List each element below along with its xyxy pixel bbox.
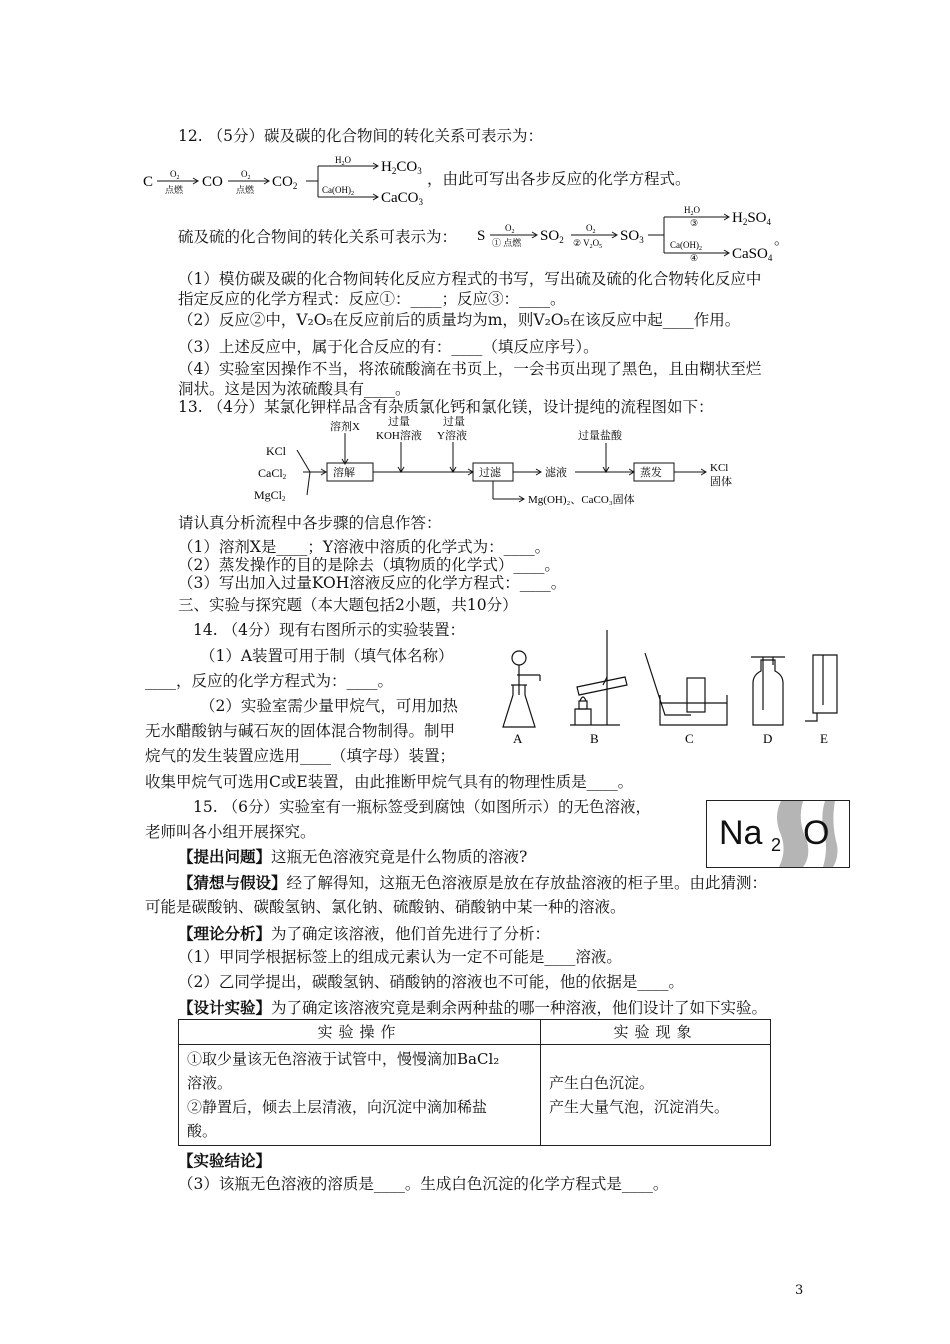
carbon-co: CO xyxy=(202,174,223,190)
question-tag: 【提出问题】 xyxy=(178,847,272,866)
sulfur-so3: $SO_3$ xyxy=(620,228,644,245)
conclusion-tag: 【实验结论】 xyxy=(178,1151,272,1170)
hypothesis-tag: 【猜想与假设】 xyxy=(178,873,287,892)
carbon-co2: $CO_2$ xyxy=(272,174,298,191)
q12-p1-line2: 指定反应的化学方程式：反应①：____；反应③：____。 xyxy=(178,290,566,308)
apparatus-a xyxy=(503,651,540,727)
header-operation: 实验操作 xyxy=(179,1020,541,1045)
q12-p4-line1: （4）实验室因操作不当，将浓硫酸滴在书页上，一会书页出现了黑色，且由糊状至烂 xyxy=(178,360,762,378)
corroded-label-figure xyxy=(706,800,850,868)
theory-text: 为了确定该溶液，他们首先进行了分析： xyxy=(271,925,551,943)
s-o2-2: $O_2$ xyxy=(586,223,596,235)
q15-intro-line1: 15. （6分）实验室有一瓶标签受到腐蚀（如图所示）的无色溶液， xyxy=(193,798,651,816)
flow-excess-2: 过量 xyxy=(443,416,465,428)
flow-filter: 过滤 xyxy=(479,467,501,479)
label-o: O xyxy=(803,814,830,852)
step3-label: ③ xyxy=(690,218,699,228)
sulfur-end: 。 xyxy=(774,232,790,248)
carbon-h2co3: $H_2CO_3$ xyxy=(381,159,422,176)
flow-kcl-out-1: KCl xyxy=(710,462,729,474)
carbon-caco3: CaCO$_3$ xyxy=(381,190,423,207)
theory-2: （2）乙同学提出，碳酸氢钠、硝酸钠的溶液也不可能，他的依据是____。 xyxy=(178,973,684,991)
page-number: 3 xyxy=(795,1283,804,1298)
flow-kcl-out-2: 固体 xyxy=(710,476,732,488)
sulfur-s: S xyxy=(477,228,486,244)
operation-1-line2: 溶液。 xyxy=(187,1074,233,1092)
apparatus-label-d: D xyxy=(763,731,773,746)
sulfur-conversion-diagram xyxy=(474,199,794,263)
design-text: 为了确定该溶液究竟是剩余两种盐的哪一种溶液，他们设计了如下实验。 xyxy=(271,999,768,1017)
flow-cacl2: CaCl2 xyxy=(258,466,287,481)
step1-label: ① 点燃 xyxy=(492,238,522,248)
q14-p2-line3: 烷气的发生装置应选用____（填字母）装置； xyxy=(145,747,456,765)
flow-y: Y溶液 xyxy=(437,430,467,442)
q14-p1-line1: （1）A装置可用于制（填气体名称） xyxy=(200,647,454,665)
q14-p2-line1: （2）实验室需少量甲烷气，可用加热 xyxy=(200,697,458,715)
carbon-c: C xyxy=(143,174,154,190)
theory-line xyxy=(178,924,550,944)
flow-dissolve: 溶解 xyxy=(333,467,355,479)
experiment-table xyxy=(178,1019,771,1146)
label-sub-2: 2 xyxy=(771,835,782,855)
question-text: 这瓶无色溶液究竟是什么物质的溶液? xyxy=(271,848,528,866)
q14-p2-line4: 收集甲烷气可选用C或E装置，由此推断甲烷气具有的物理性质是____。 xyxy=(145,773,634,791)
flow-precipitate: Mg(OH)₂、CaCO₃固体 xyxy=(528,494,635,506)
q14-p1-line2: ____，反应的化学方程式为：____。 xyxy=(145,672,394,690)
apparatus-d xyxy=(751,657,785,725)
operation-2-line2: 酸。 xyxy=(187,1122,218,1140)
hypothesis-text-2: 可能是碳酸钠、碳酸氢钠、氯化钠、硫酸钠、硝酸钠中某一种的溶液。 xyxy=(145,898,626,916)
operation-2-line1: ②静置后，倾去上层清液，向沉淀中滴加稀盐 xyxy=(187,1098,488,1116)
apparatus-label-c: C xyxy=(685,731,694,746)
label-na: Na xyxy=(719,814,763,852)
flow-evaporate: 蒸发 xyxy=(640,467,662,479)
q13-instruction: 请认真分析流程中各步骤的信息作答： xyxy=(178,514,442,532)
hypothesis-text-1: 经了解得知，这瓶无色溶液原是放在存放盐溶液的柜子里。由此猜测： xyxy=(286,874,768,892)
flow-filtrate: 滤液 xyxy=(545,467,567,479)
observation-cell xyxy=(541,1045,771,1146)
o2-label-1: $O_2$ xyxy=(170,169,180,181)
observation-2: 产生大量气泡，沉淀消失。 xyxy=(549,1098,730,1116)
apparatus-c xyxy=(645,653,727,725)
apparatus-figure xyxy=(495,625,865,750)
section-3-title: 三、实验与探究题（本大题包括2小题，共10分） xyxy=(178,596,518,614)
ignite-label-2: 点燃 xyxy=(236,185,255,195)
q13-p2: （2）蒸发操作的目的是除去（填物质的化学式）____。 xyxy=(178,556,560,574)
flow-hcl: 过量盐酸 xyxy=(578,430,622,442)
q13-p3: （3）写出加入过量KOH溶液反应的化学方程式：____。 xyxy=(178,574,567,592)
q13-intro: 13. （4分）某氯化钾样品含有杂质氯化钙和氯化镁，设计提纯的流程图如下： xyxy=(178,398,714,416)
purification-flowchart xyxy=(245,415,755,515)
design-tag: 【设计实验】 xyxy=(178,998,272,1017)
theory-tag: 【理论分析】 xyxy=(178,924,272,943)
q12-p4-line2: 洞状。这是因为浓硫酸具有____。 xyxy=(178,380,411,398)
observation-1: 产生白色沉淀。 xyxy=(549,1074,655,1092)
theory-1: （1）甲同学根据标签上的组成元素认为一定不可能是____溶液。 xyxy=(178,948,622,966)
q15-intro-line2: 老师叫各小组开展探究。 xyxy=(145,823,316,841)
s-caoh2-label: $Ca(OH)_2$ xyxy=(670,240,702,252)
flow-kcl: KCl xyxy=(266,444,287,458)
table-row xyxy=(179,1045,771,1146)
question-line xyxy=(178,847,527,867)
sulfur-caso4: CaSO$_4$ xyxy=(732,246,773,263)
flow-solvent: 溶剂X xyxy=(330,421,360,433)
conclusion-3: （3）该瓶无色溶液的溶质是____。生成白色沉淀的化学方程式是____。 xyxy=(178,1175,669,1193)
step2-label: ② $V_2O_5$ xyxy=(573,238,603,250)
operation-1-line1: ①取少量该无色溶液于试管中，慢慢滴加BaCl₂ xyxy=(187,1050,500,1068)
table-header-row xyxy=(179,1020,771,1045)
caoh2-label: $Ca(OH)_2$ xyxy=(322,185,354,197)
apparatus-label-e: E xyxy=(820,731,828,746)
flow-koh: KOH溶液 xyxy=(376,430,422,442)
apparatus-b xyxy=(570,630,627,725)
ignite-label-1: 点燃 xyxy=(165,185,184,195)
q13-p1: （1）溶剂X是____；Y溶液中溶质的化学式为：____。 xyxy=(178,538,551,556)
sulfur-h2so4: $H_2SO_4$ xyxy=(732,210,772,227)
flow-excess-1: 过量 xyxy=(388,416,410,428)
q12-p3: （3）上述反应中，属于化合反应的有：____（填反应序号）。 xyxy=(178,338,599,356)
header-observation: 实验现象 xyxy=(541,1020,771,1045)
apparatus-label-a: A xyxy=(513,731,523,746)
h2o-label: $H_2O$ xyxy=(335,155,351,167)
operation-cell xyxy=(179,1045,541,1146)
sulfur-so2: $SO_2$ xyxy=(540,228,564,245)
q12-p1-line1: （1）模仿碳及碳的化合物间转化反应方程式的书写，写出硫及硫的化合物转化反应中 xyxy=(178,270,762,288)
s-o2-1: $O_2$ xyxy=(505,223,515,235)
sulfur-intro: 硫及硫的化合物间的转化关系可表示为： xyxy=(178,228,458,246)
q14-p2-line2: 无水醋酸钠与碱石灰的固体混合物制得。制甲 xyxy=(145,722,456,740)
apparatus-label-b: B xyxy=(590,731,599,746)
flow-mgcl2: MgCl2 xyxy=(254,488,286,503)
apparatus-e xyxy=(805,655,837,721)
q12-intro: 12. （5分）碳及碳的化合物间的转化关系可表示为： xyxy=(178,127,543,145)
step4-label: ④ xyxy=(690,253,699,263)
carbon-conversion-diagram xyxy=(140,150,440,208)
design-line xyxy=(178,998,767,1018)
s-h2o-label: $H_2O$ xyxy=(684,205,700,217)
carbon-tail: ，由此可写出各步反应的化学方程式。 xyxy=(427,170,691,188)
q14-intro: 14. （4分）现有右图所示的实验装置： xyxy=(193,621,465,639)
q12-p2: （2）反应②中，V₂O₅在反应前后的质量均为m，则V₂O₅在该反应中起____作用。 xyxy=(178,311,741,329)
o2-label-2: $O_2$ xyxy=(241,169,251,181)
hypothesis-line xyxy=(178,873,767,893)
